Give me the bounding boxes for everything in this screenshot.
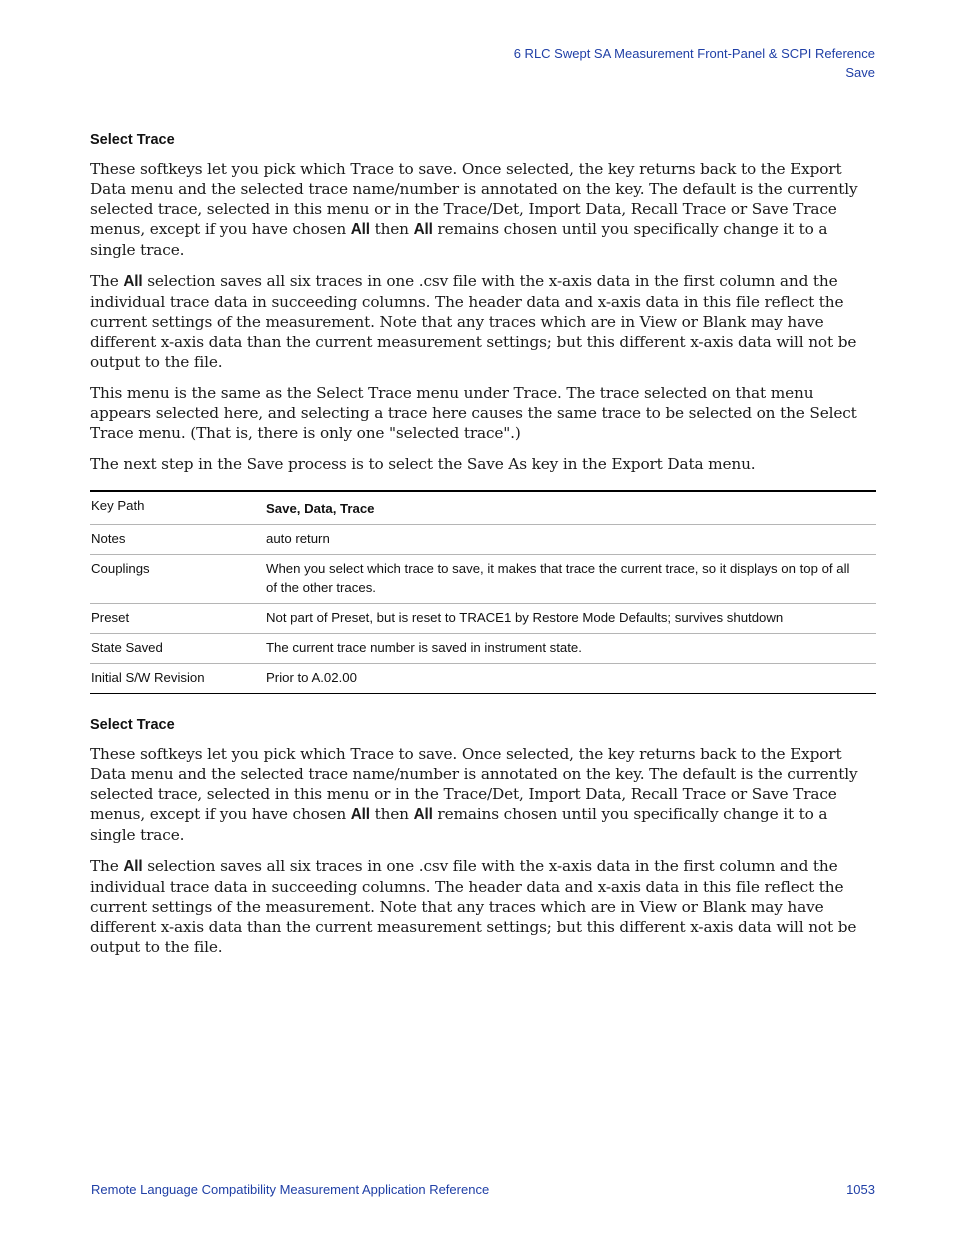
row-key: Preset xyxy=(90,604,266,634)
properties-table xyxy=(90,490,876,694)
text-run: selection saves all six traces in one .csv file with the x-axis data in the first column and the individual trace data in succeeding columns. The header data and x-axis data in this file reflect the current settings of the measurement. Note that any traces which are in View or Blank may have different x-axis data than the current measurement settings; but this different x-axis data will not be output to the file. xyxy=(90,272,857,371)
paragraph xyxy=(90,271,876,372)
text-run: then xyxy=(369,220,414,238)
paragraph xyxy=(90,856,876,957)
text-run: The xyxy=(90,857,124,875)
keyword-all: All xyxy=(413,221,433,238)
row-key: State Saved xyxy=(90,634,266,664)
text-run: The xyxy=(90,272,124,290)
text-run: then xyxy=(369,805,414,823)
keyword-all: All xyxy=(123,273,143,290)
row-value: When you select which trace to save, it makes that trace the current trace, so it displays on top of all of the other traces. xyxy=(266,555,876,604)
paragraph: The next step in the Save process is to select the Save As key in the Export Data menu. xyxy=(90,455,756,473)
paragraph: This menu is the same as the Select Trace menu under Trace. The trace selected on that menu appears selected here, and selecting a trace here causes the same trace to be selected on the Select Trace menu. (That is, there is only one "selected trace".) xyxy=(90,384,857,442)
text-run: remains chosen until you specifically change it to a single trace. xyxy=(90,805,828,844)
keyword-all: All xyxy=(350,806,370,823)
table-row xyxy=(90,634,876,664)
paragraph xyxy=(90,744,876,845)
section-title: Select Trace xyxy=(90,132,175,148)
table-row xyxy=(90,491,876,525)
keyword-all: All xyxy=(350,221,370,238)
row-key: Notes xyxy=(90,525,266,555)
row-value: auto return xyxy=(266,525,876,555)
section-select-trace-2 xyxy=(90,717,876,968)
page-number: 1053 xyxy=(846,1182,875,1197)
page-footer xyxy=(91,1182,875,1197)
section-title: Select Trace xyxy=(90,717,175,733)
row-value: The current trace number is saved in instrument state. xyxy=(266,634,876,664)
table-row xyxy=(90,664,876,694)
row-value: Save, Data, Trace xyxy=(266,501,375,516)
row-key: Key Path xyxy=(91,498,145,513)
section-select-trace-1 xyxy=(90,132,876,485)
row-value: Prior to A.02.00 xyxy=(266,664,876,694)
keyword-all: All xyxy=(413,806,433,823)
footer-title: Remote Language Compatibility Measurement Application Reference xyxy=(91,1182,490,1197)
properties-table-wrapper xyxy=(90,490,876,694)
header-chapter: 6 RLC Swept SA Measurement Front-Panel & SCPI Reference xyxy=(513,46,875,61)
table-row xyxy=(90,604,876,634)
header-section: Save xyxy=(845,65,875,80)
row-key: Couplings xyxy=(90,555,266,604)
row-key: Initial S/W Revision xyxy=(90,664,266,694)
text-run: selection saves all six traces in one .csv file with the x-axis data in the first column and the individual trace data in succeeding columns. The header data and x-axis data in this file reflect the current settings of the measurement. Note that any traces which are in View or Blank may have different x-axis data than the current measurement settings; but this different x-axis data will not be output to the file. xyxy=(90,857,857,956)
table-row xyxy=(90,555,876,604)
running-header xyxy=(514,44,875,82)
row-value: Not part of Preset, but is reset to TRACE1 by Restore Mode Defaults; survives shutdown xyxy=(266,604,876,634)
text-run: remains chosen until you specifically change it to a single trace. xyxy=(90,220,828,259)
table-row xyxy=(90,525,876,555)
text-run: These softkeys let you pick which Trace to save. Once selected, the key returns back to the Export Data menu and the selected trace name/number is annotated on the key. The default is the currently selected trace, selected in this menu or in the Trace/Det, Import Data, Recall Trace or Save Trace menus, except if you have chosen xyxy=(90,745,858,823)
text-run: These softkeys let you pick which Trace to save. Once selected, the key returns back to the Export Data menu and the selected trace name/number is annotated on the key. The default is the currently selected trace, selected in this menu or in the Trace/Det, Import Data, Recall Trace or Save Trace menus, except if you have chosen xyxy=(90,160,858,238)
paragraph xyxy=(90,159,876,260)
keyword-all: All xyxy=(123,858,143,875)
